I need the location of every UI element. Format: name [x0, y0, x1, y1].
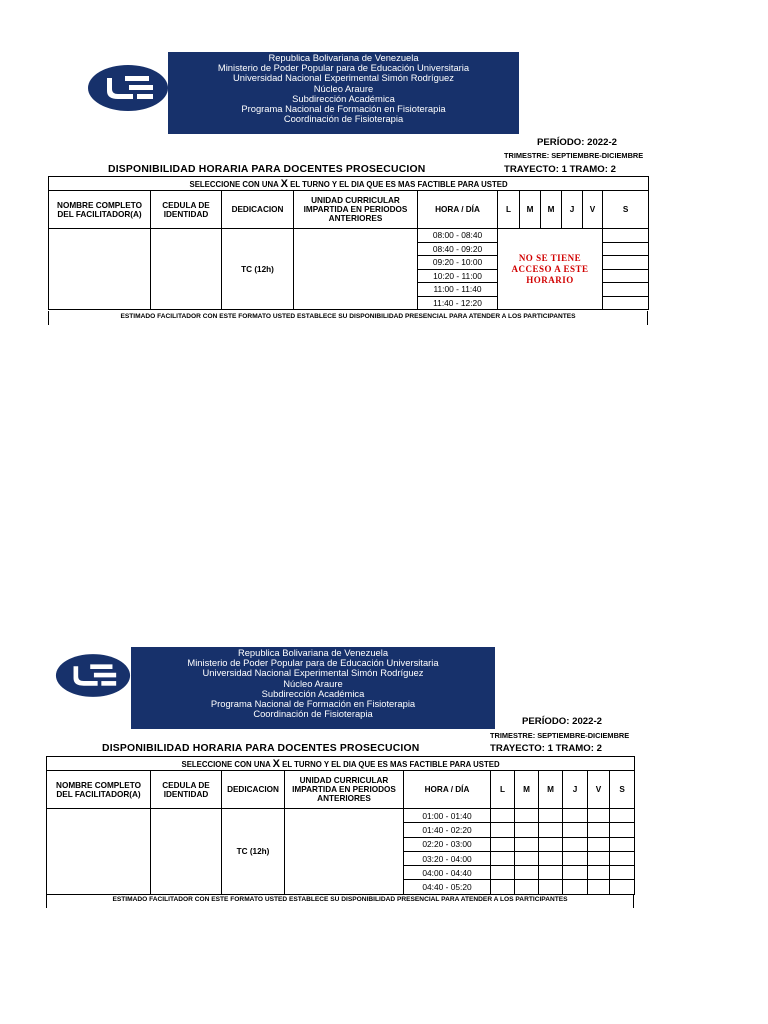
col-header-day: J — [562, 191, 583, 229]
trayecto-label: TRAYECTO: 1 TRAMO: 2 — [490, 743, 602, 754]
periodo-label: PERÍODO: 2022-2 — [537, 137, 617, 148]
header-line: Ministerio de Poder Popular para de Educación Universitaria — [187, 657, 439, 669]
header-line: Programa Nacional de Formación en Fisioterapia — [210, 698, 416, 710]
col-header-nombre: NOMBRE COMPLETO DEL FACILITADOR(A) — [47, 771, 151, 809]
col-header-unidad: UNIDAD CURRICULAR IMPARTIDA EN PERIODOS ANTERIORES — [294, 191, 418, 229]
header-line: Universidad Nacional Experimental Simón Rodríguez — [233, 72, 454, 84]
col-header-day: M — [515, 771, 539, 809]
hour-slot: 04:40 - 05:20 — [404, 880, 491, 894]
slot-cell[interactable] — [539, 837, 563, 851]
hour-slot: 11:00 - 11:40 — [418, 283, 498, 297]
slot-cell[interactable] — [563, 823, 588, 837]
dedicacion-cell: TC (12h) — [222, 229, 294, 310]
header-line: Universidad Nacional Experimental Simón Rodríguez — [202, 667, 424, 679]
header-line: Núcleo Araure — [283, 677, 343, 689]
slot-cell[interactable] — [491, 851, 515, 865]
col-header-dedicacion: DEDICACION — [222, 771, 285, 809]
slot-cell[interactable] — [610, 837, 635, 851]
col-header-nombre: NOMBRE COMPLETO DEL FACILITADOR(A) — [49, 191, 151, 229]
header-line: Coordinación de Fisioterapia — [283, 113, 404, 125]
col-header-day: J — [563, 771, 588, 809]
col-header-day: M — [539, 771, 563, 809]
slot-cell[interactable] — [515, 866, 539, 880]
slot-cell[interactable] — [515, 851, 539, 865]
col-header-cedula: CEDULA DE IDENTIDAD — [151, 191, 222, 229]
col-header-cedula: CEDULA DE IDENTIDAD — [151, 771, 222, 809]
header-line: Coordinación de Fisioterapia — [253, 708, 373, 720]
slot-cell[interactable] — [539, 823, 563, 837]
col-header-dedicacion: DEDICACION — [222, 191, 294, 229]
dedicacion-cell: TC (12h) — [222, 809, 285, 895]
slot-cell[interactable] — [610, 866, 635, 880]
hour-slot: 01:00 - 01:40 — [404, 809, 491, 823]
hour-slot: 04:00 - 04:40 — [404, 866, 491, 880]
slot-cell[interactable] — [588, 809, 610, 823]
hour-slot: 08:40 - 09:20 — [418, 242, 498, 256]
hour-slot: 03:20 - 04:00 — [404, 851, 491, 865]
hour-slot: 10:20 - 11:00 — [418, 269, 498, 283]
header-line: Republica Bolivariana de Venezuela — [237, 647, 389, 658]
slot-cell[interactable] — [610, 809, 635, 823]
selection-instruction: SELECCIONE CON UNA X EL TURNO Y EL DIA QUE ES MAS FACTIBLE PARA USTED — [47, 757, 635, 771]
university-logo-icon — [55, 652, 131, 699]
col-header-unidad: UNIDAD CURRICULAR IMPARTIDA EN PERIODOS ANTERIORES — [285, 771, 404, 809]
col-header-day: S — [603, 191, 649, 229]
slot-cell[interactable] — [491, 880, 515, 894]
col-header-day: V — [583, 191, 603, 229]
slot-cell[interactable] — [588, 880, 610, 894]
slot-cell[interactable] — [610, 880, 635, 894]
slot-cell[interactable] — [539, 880, 563, 894]
slot-cell[interactable] — [515, 837, 539, 851]
footer-note: ESTIMADO FACILITADOR CON ESTE FORMATO USTED ESTABLECE SU DISPONIBILIDAD PRESENCIAL PARA ATENDER A LOS PARTICIPANTES — [120, 313, 576, 320]
slot-cell[interactable] — [491, 837, 515, 851]
slot-cell[interactable] — [588, 866, 610, 880]
col-header-day: V — [588, 771, 610, 809]
slot-cell[interactable] — [588, 823, 610, 837]
slot-cell[interactable] — [610, 823, 635, 837]
institution-header — [131, 647, 495, 729]
hour-slot: 09:20 - 10:00 — [418, 256, 498, 270]
col-header-day: M — [541, 191, 562, 229]
slot-cell[interactable] — [588, 851, 610, 865]
col-header-day: S — [610, 771, 635, 809]
hour-slot: 11:40 - 12:20 — [418, 296, 498, 310]
col-header-hora: HORA / DÍA — [418, 191, 498, 229]
col-header-day: L — [491, 771, 515, 809]
slot-cell[interactable] — [491, 809, 515, 823]
slot-cell[interactable] — [491, 823, 515, 837]
col-header-day: L — [498, 191, 520, 229]
header-line: Subdirección Académica — [292, 92, 395, 104]
hour-slot: 02:20 - 03:00 — [404, 837, 491, 851]
slot-cell[interactable] — [491, 866, 515, 880]
hour-slot: 01:40 - 02:20 — [404, 823, 491, 837]
header-line: Núcleo Araure — [313, 82, 374, 94]
slot-cell[interactable] — [539, 809, 563, 823]
slot-cell[interactable] — [515, 809, 539, 823]
slot-cell[interactable] — [563, 809, 588, 823]
hour-slot: 08:00 - 08:40 — [418, 229, 498, 243]
footer-note: ESTIMADO FACILITADOR CON ESTE FORMATO USTED ESTABLECE SU DISPONIBILIDAD PRESENCIAL PARA ATENDER A LOS PARTICIPANTES — [112, 896, 568, 903]
form-title: DISPONIBILIDAD HORARIA PARA DOCENTES PROSECUCION — [108, 164, 426, 175]
slot-cell[interactable] — [539, 851, 563, 865]
slot-cell[interactable] — [539, 866, 563, 880]
col-header-day: M — [520, 191, 541, 229]
no-access-notice: NO SE TIENE ACCESO A ESTE HORARIO — [498, 229, 603, 310]
col-header-hora: HORA / DÍA — [404, 771, 491, 809]
slot-cell[interactable] — [563, 851, 588, 865]
header-line: Republica Bolivariana de Venezuela — [268, 52, 419, 63]
trayecto-label: TRAYECTO: 1 TRAMO: 2 — [504, 164, 616, 175]
cedula-cell[interactable] — [151, 809, 222, 895]
header-line: Subdirección Académica — [261, 687, 365, 699]
nombre-cell[interactable] — [47, 809, 151, 895]
slot-cell[interactable] — [563, 866, 588, 880]
trimestre-label: TRIMESTRE: SEPTIEMBRE-DICIEMBRE — [504, 151, 644, 160]
slot-cell[interactable] — [610, 851, 635, 865]
slot-cell[interactable] — [515, 823, 539, 837]
slot-cell[interactable] — [515, 880, 539, 894]
slot-cell[interactable] — [563, 880, 588, 894]
availability-table — [46, 756, 635, 895]
trimestre-label: TRIMESTRE: SEPTIEMBRE-DICIEMBRE — [490, 731, 630, 740]
selection-instruction: SELECCIONE CON UNA X EL TURNO Y EL DIA QUE ES MAS FACTIBLE PARA USTED — [49, 177, 649, 191]
unidad-cell[interactable] — [285, 809, 404, 895]
form-title: DISPONIBILIDAD HORARIA PARA DOCENTES PROSECUCION — [102, 743, 420, 754]
periodo-label: PERÍODO: 2022-2 — [522, 716, 602, 727]
slot-cell[interactable] — [588, 837, 610, 851]
slot-cell[interactable] — [563, 837, 588, 851]
header-line: Ministerio de Poder Popular para de Educación Universitaria — [217, 62, 470, 74]
header-line: Programa Nacional de Formación en Fisioterapia — [241, 103, 446, 115]
